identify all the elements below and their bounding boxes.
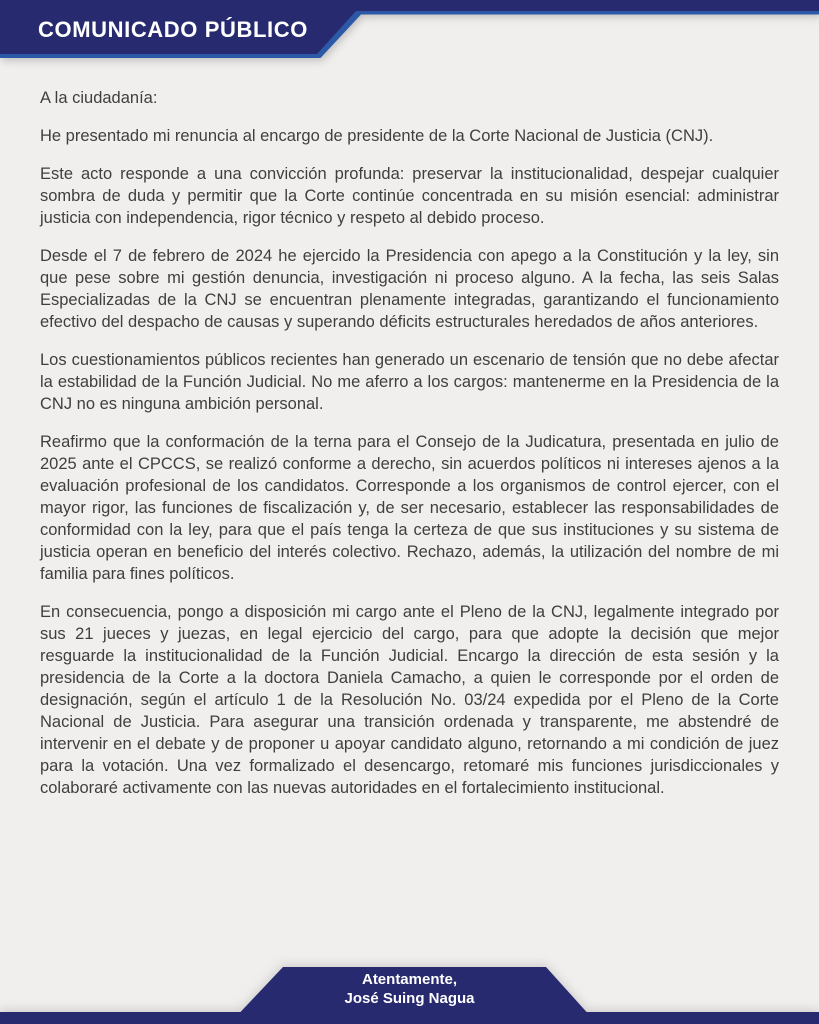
salutation: A la ciudadanía: <box>40 89 158 107</box>
body-paragraph: Los cuestionamientos públicos recientes han generado un escenario de tensión que no debe afectar la estabilidad de la Función Judicial. No me aferro a los cargos: mantenerme en la Presidencia de la CNJ no es ninguna ambición personal. <box>40 351 779 413</box>
body-paragraph: En consecuencia, pongo a disposición mi cargo ante el Pleno de la CNJ, legalmente integrado por sus 21 jueces y juezas, en legal ejercicio del cargo, para que adopte la decisión que mejor resguarde la institucionalidad de la Función Judicial. Encargo la dirección de esta sesión y la presidencia de la Corte a la doctora Daniela Camacho, a quien le corresponde por el orden de designación, según el artículo 1 de la Resolución No. 03/24 expedida por el Pleno de la Corte Nacional de Justicia. Para asegurar una transición ordenada y transparente, me abstendré de intervenir en el debate y de proponer u apoyar candidato alguno, retornando a mi condición de juez para la votación. Una vez formalizado el desencargo, retomaré mis funciones jurisdiccionales y colaboraré activamente con las nuevas autoridades en el fortalecimiento institucional. <box>40 603 779 797</box>
body-paragraph: Reafirmo que la conformación de la terna para el Consejo de la Judicatura, presentada en julio de 2025 ante el CPCCS, se realizó conforme a derecho, sin acuerdos políticos ni intereses ajenos a la evaluación profesional de los candidatos. Corresponde a los organismos de control ejercer, con el mayor rigor, las funciones de fiscalización y, de ser necesario, establecer las responsabilidades de conformidad con la ley, para que el país tenga la certeza de que sus instituciones y su sistema de justicia operan en beneficio del interés colectivo. Rechazo, además, la utilización del nombre de mi familia para fines políticos. <box>40 433 779 583</box>
footer-banner <box>0 955 819 1024</box>
signature-name: José Suing Nagua <box>344 990 475 1007</box>
header-banner <box>0 0 819 62</box>
closing-line: Atentamente, <box>361 971 458 988</box>
signature-block <box>0 970 819 1008</box>
body-paragraph: He presentado mi renuncia al encargo de presidente de la Corte Nacional de Justicia (CNJ). <box>40 127 714 145</box>
document-body <box>40 87 779 815</box>
body-paragraph: Desde el 7 de febrero de 2024 he ejercido la Presidencia con apego a la Constitución y la ley, sin que pese sobre mi gestión denuncia, investigación ni proceso alguno. A la fecha, las seis Salas Especializadas de la CNJ se encuentran plenamente integradas, garantizando el funcionamiento efectivo del despacho de causas y superando déficits estructurales heredados de años anteriores. <box>40 247 779 331</box>
page-title: COMUNICADO PÚBLICO <box>38 17 308 42</box>
body-paragraph: Este acto responde a una convicción profunda: preservar la institucionalidad, despejar cualquier sombra de duda y permitir que la Corte continúe concentrada en su misión esencial: administrar justicia con independencia, rigor técnico y respeto al debido proceso. <box>40 165 779 227</box>
